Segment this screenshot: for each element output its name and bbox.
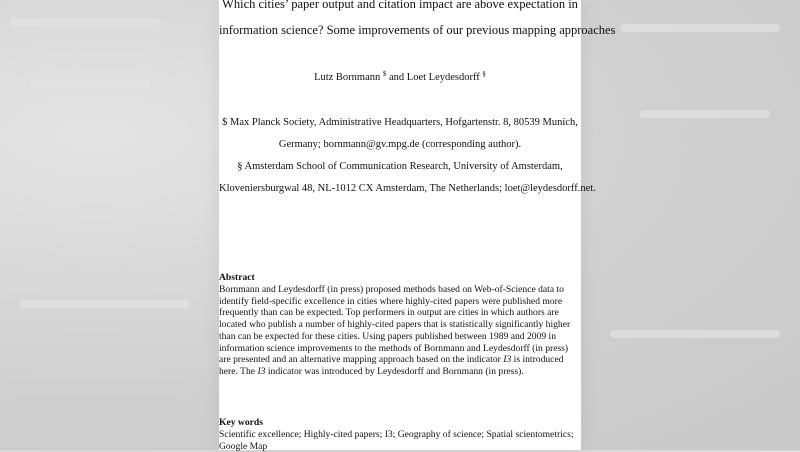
paper-page (219, 0, 616, 452)
abstract-body (219, 284, 581, 378)
abstract-text-end: indicator was introduced by Leydesdorff and Bornmann (in press). (267, 365, 524, 377)
abstract-text-mid: is introduced here. The (219, 354, 564, 377)
abstract-indicator: I3 (503, 354, 512, 366)
author-2-marker: § (482, 70, 486, 78)
affiliation-line-4: Kloveniersburgwal 48, NL-1012 CX Amsterdam, The Netherlands; loet@leydesdorff.net. (219, 183, 596, 194)
blurred-decoration (10, 18, 160, 26)
authors-line (219, 70, 581, 83)
author-2-name: and Loet Leydesdorff (389, 72, 480, 83)
blurred-decoration (610, 330, 780, 338)
author-1-name: Lutz Bornmann (314, 72, 381, 83)
affiliation-line-1: $ Max Planck Society, Administrative Headquarters, Hofgartenstr. 8, 80539 Munich, (222, 117, 578, 128)
abstract-indicator-2: I3 (257, 365, 266, 377)
blurred-decoration (30, 80, 150, 88)
affiliation-line-3: § Amsterdam School of Communication Research, University of Amsterdam, (237, 161, 563, 172)
abstract-text-main: Bornmann and Leydesdorff (in press) proposed methods based on Web-of-Science data to identify field-specific excellence in cities where highly-cited papers were published more frequently than can be expected. Top performers in output are cities in which authors are located who publish a number of highly-cited papers that is statistically significantly higher than can be expected for these cities. Using papers published between 1989 and 2009 in information science improvements to the methods of Bornmann and Leydesdorff (in press) are presented and an alternative mapping approach based on the indicator (219, 284, 571, 366)
keywords-text: Scientific excellence; Highly-cited papers; I3; Geography of science; Spatial scientometrics; Google Map (219, 429, 574, 452)
blurred-decoration (640, 110, 770, 118)
blurred-decoration (20, 300, 190, 308)
abstract-heading: Abstract (219, 272, 255, 283)
blurred-decoration (620, 24, 780, 32)
affiliation-line-2: Germany; bornmann@gv.mpg.de (corresponding author). (278, 139, 522, 150)
keywords-heading: Key words (219, 417, 263, 428)
paper-title-line-1: Which cities’ paper output and citation impact are above expectation in (222, 0, 578, 11)
paper-title-line-2: information science? Some improvements of our previous mapping approaches (219, 23, 616, 37)
author-1-marker: $ (382, 70, 387, 78)
